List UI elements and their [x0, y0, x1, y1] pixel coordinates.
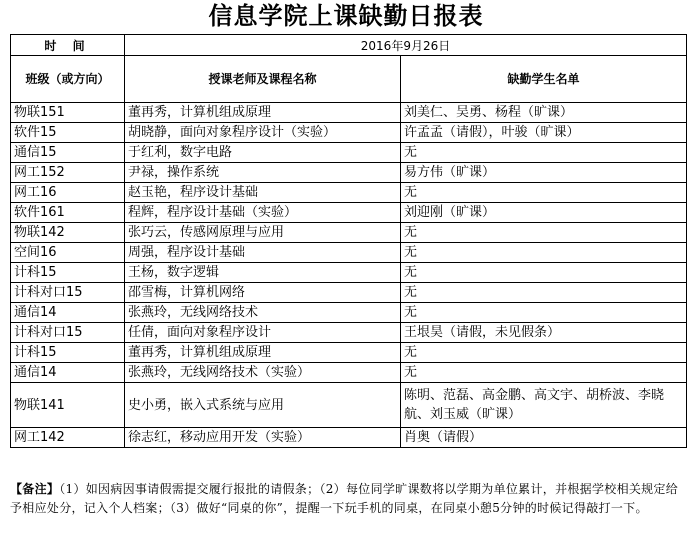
cell-course: 程辉，程序设计基础（实验） [125, 203, 401, 223]
cell-absent: 刘迎刚（旷课） [401, 203, 687, 223]
date-value: 2016年9月26日 [125, 35, 687, 56]
date-label: 时 间 [11, 35, 125, 56]
table-row [11, 363, 687, 383]
page-title: 信息学院上课缺勤日报表 [208, 1, 484, 30]
table-row [11, 243, 687, 263]
cell-absent: 无 [401, 183, 687, 203]
cell-course: 周强，程序设计基础 [125, 243, 401, 263]
cell-course: 赵玉艳，程序设计基础 [125, 183, 401, 203]
date-row [11, 35, 687, 56]
cell-absent: 许孟孟（请假），叶骏（旷课） [401, 123, 687, 143]
table-row [11, 183, 687, 203]
table-row [11, 223, 687, 243]
absence-report-table [10, 34, 687, 448]
table-row [11, 428, 687, 448]
remarks-text: （1）如因病因事请假需提交履行报批的请假条；（2）每位同学旷课数将以学期为单位累计，并根据学校相关规定给予相应处分，记入个人档案；（3）做好“同桌的你”，提醒一下玩手机的同桌，在同桌小憩5分钟的时候记得敲打一下。 [10, 482, 679, 515]
cell-course: 董再秀，计算机组成原理 [125, 103, 401, 123]
cell-class: 通信14 [11, 303, 125, 323]
cell-absent: 无 [401, 363, 687, 383]
header-row [11, 56, 687, 103]
cell-class: 计科对口15 [11, 283, 125, 303]
table-row [11, 163, 687, 183]
header-class: 班级（或方向） [11, 56, 125, 103]
cell-absent: 无 [401, 283, 687, 303]
cell-absent: 无 [401, 143, 687, 163]
cell-class: 网工142 [11, 428, 125, 448]
cell-class: 软件161 [11, 203, 125, 223]
cell-course: 徐志红，移动应用开发（实验） [125, 428, 401, 448]
table-body [11, 35, 687, 448]
remarks-label: 【备注】 [10, 482, 60, 496]
cell-class: 计科15 [11, 343, 125, 363]
cell-class: 软件15 [11, 123, 125, 143]
cell-course: 邵雪梅，计算机网络 [125, 283, 401, 303]
table-row [11, 143, 687, 163]
cell-class: 计科15 [11, 263, 125, 283]
cell-absent: 无 [401, 343, 687, 363]
cell-course: 胡晓静，面向对象程序设计（实验） [125, 123, 401, 143]
table-row [11, 103, 687, 123]
table-row [11, 303, 687, 323]
cell-class: 物联151 [11, 103, 125, 123]
cell-course: 尹禄，操作系统 [125, 163, 401, 183]
table-row [11, 383, 687, 428]
cell-course: 董再秀，计算机组成原理 [125, 343, 401, 363]
cell-absent: 易方伟（旷课） [401, 163, 687, 183]
table-row [11, 283, 687, 303]
cell-class: 网工152 [11, 163, 125, 183]
cell-absent: 陈明、范磊、高金鹏、高文宇、胡桥波、李晓航、刘玉威（旷课） [401, 383, 687, 428]
cell-class: 空间16 [11, 243, 125, 263]
cell-course: 任倩，面向对象程序设计 [125, 323, 401, 343]
cell-class: 网工16 [11, 183, 125, 203]
table-row [11, 123, 687, 143]
cell-absent: 无 [401, 223, 687, 243]
cell-absent: 无 [401, 303, 687, 323]
cell-course: 张燕玲，无线网络技术（实验） [125, 363, 401, 383]
cell-absent: 无 [401, 243, 687, 263]
remarks [10, 480, 682, 518]
cell-absent: 刘美仁、吴勇、杨程（旷课） [401, 103, 687, 123]
cell-absent: 肖奥（请假） [401, 428, 687, 448]
cell-absent: 无 [401, 263, 687, 283]
cell-class: 通信15 [11, 143, 125, 163]
header-course: 授课老师及课程名称 [125, 56, 401, 103]
table-row [11, 203, 687, 223]
cell-course: 张巧云，传感网原理与应用 [125, 223, 401, 243]
table-row [11, 343, 687, 363]
table-row [11, 323, 687, 343]
cell-class: 通信14 [11, 363, 125, 383]
cell-class: 计科对口15 [11, 323, 125, 343]
cell-course: 张燕玲，无线网络技术 [125, 303, 401, 323]
cell-class: 物联142 [11, 223, 125, 243]
header-absent: 缺勤学生名单 [401, 56, 687, 103]
cell-course: 史小勇，嵌入式系统与应用 [125, 383, 401, 428]
table-row [11, 263, 687, 283]
cell-course: 于红利，数字电路 [125, 143, 401, 163]
cell-class: 物联141 [11, 383, 125, 428]
cell-absent: 王垠昊（请假，未见假条） [401, 323, 687, 343]
cell-course: 王杨，数字逻辑 [125, 263, 401, 283]
